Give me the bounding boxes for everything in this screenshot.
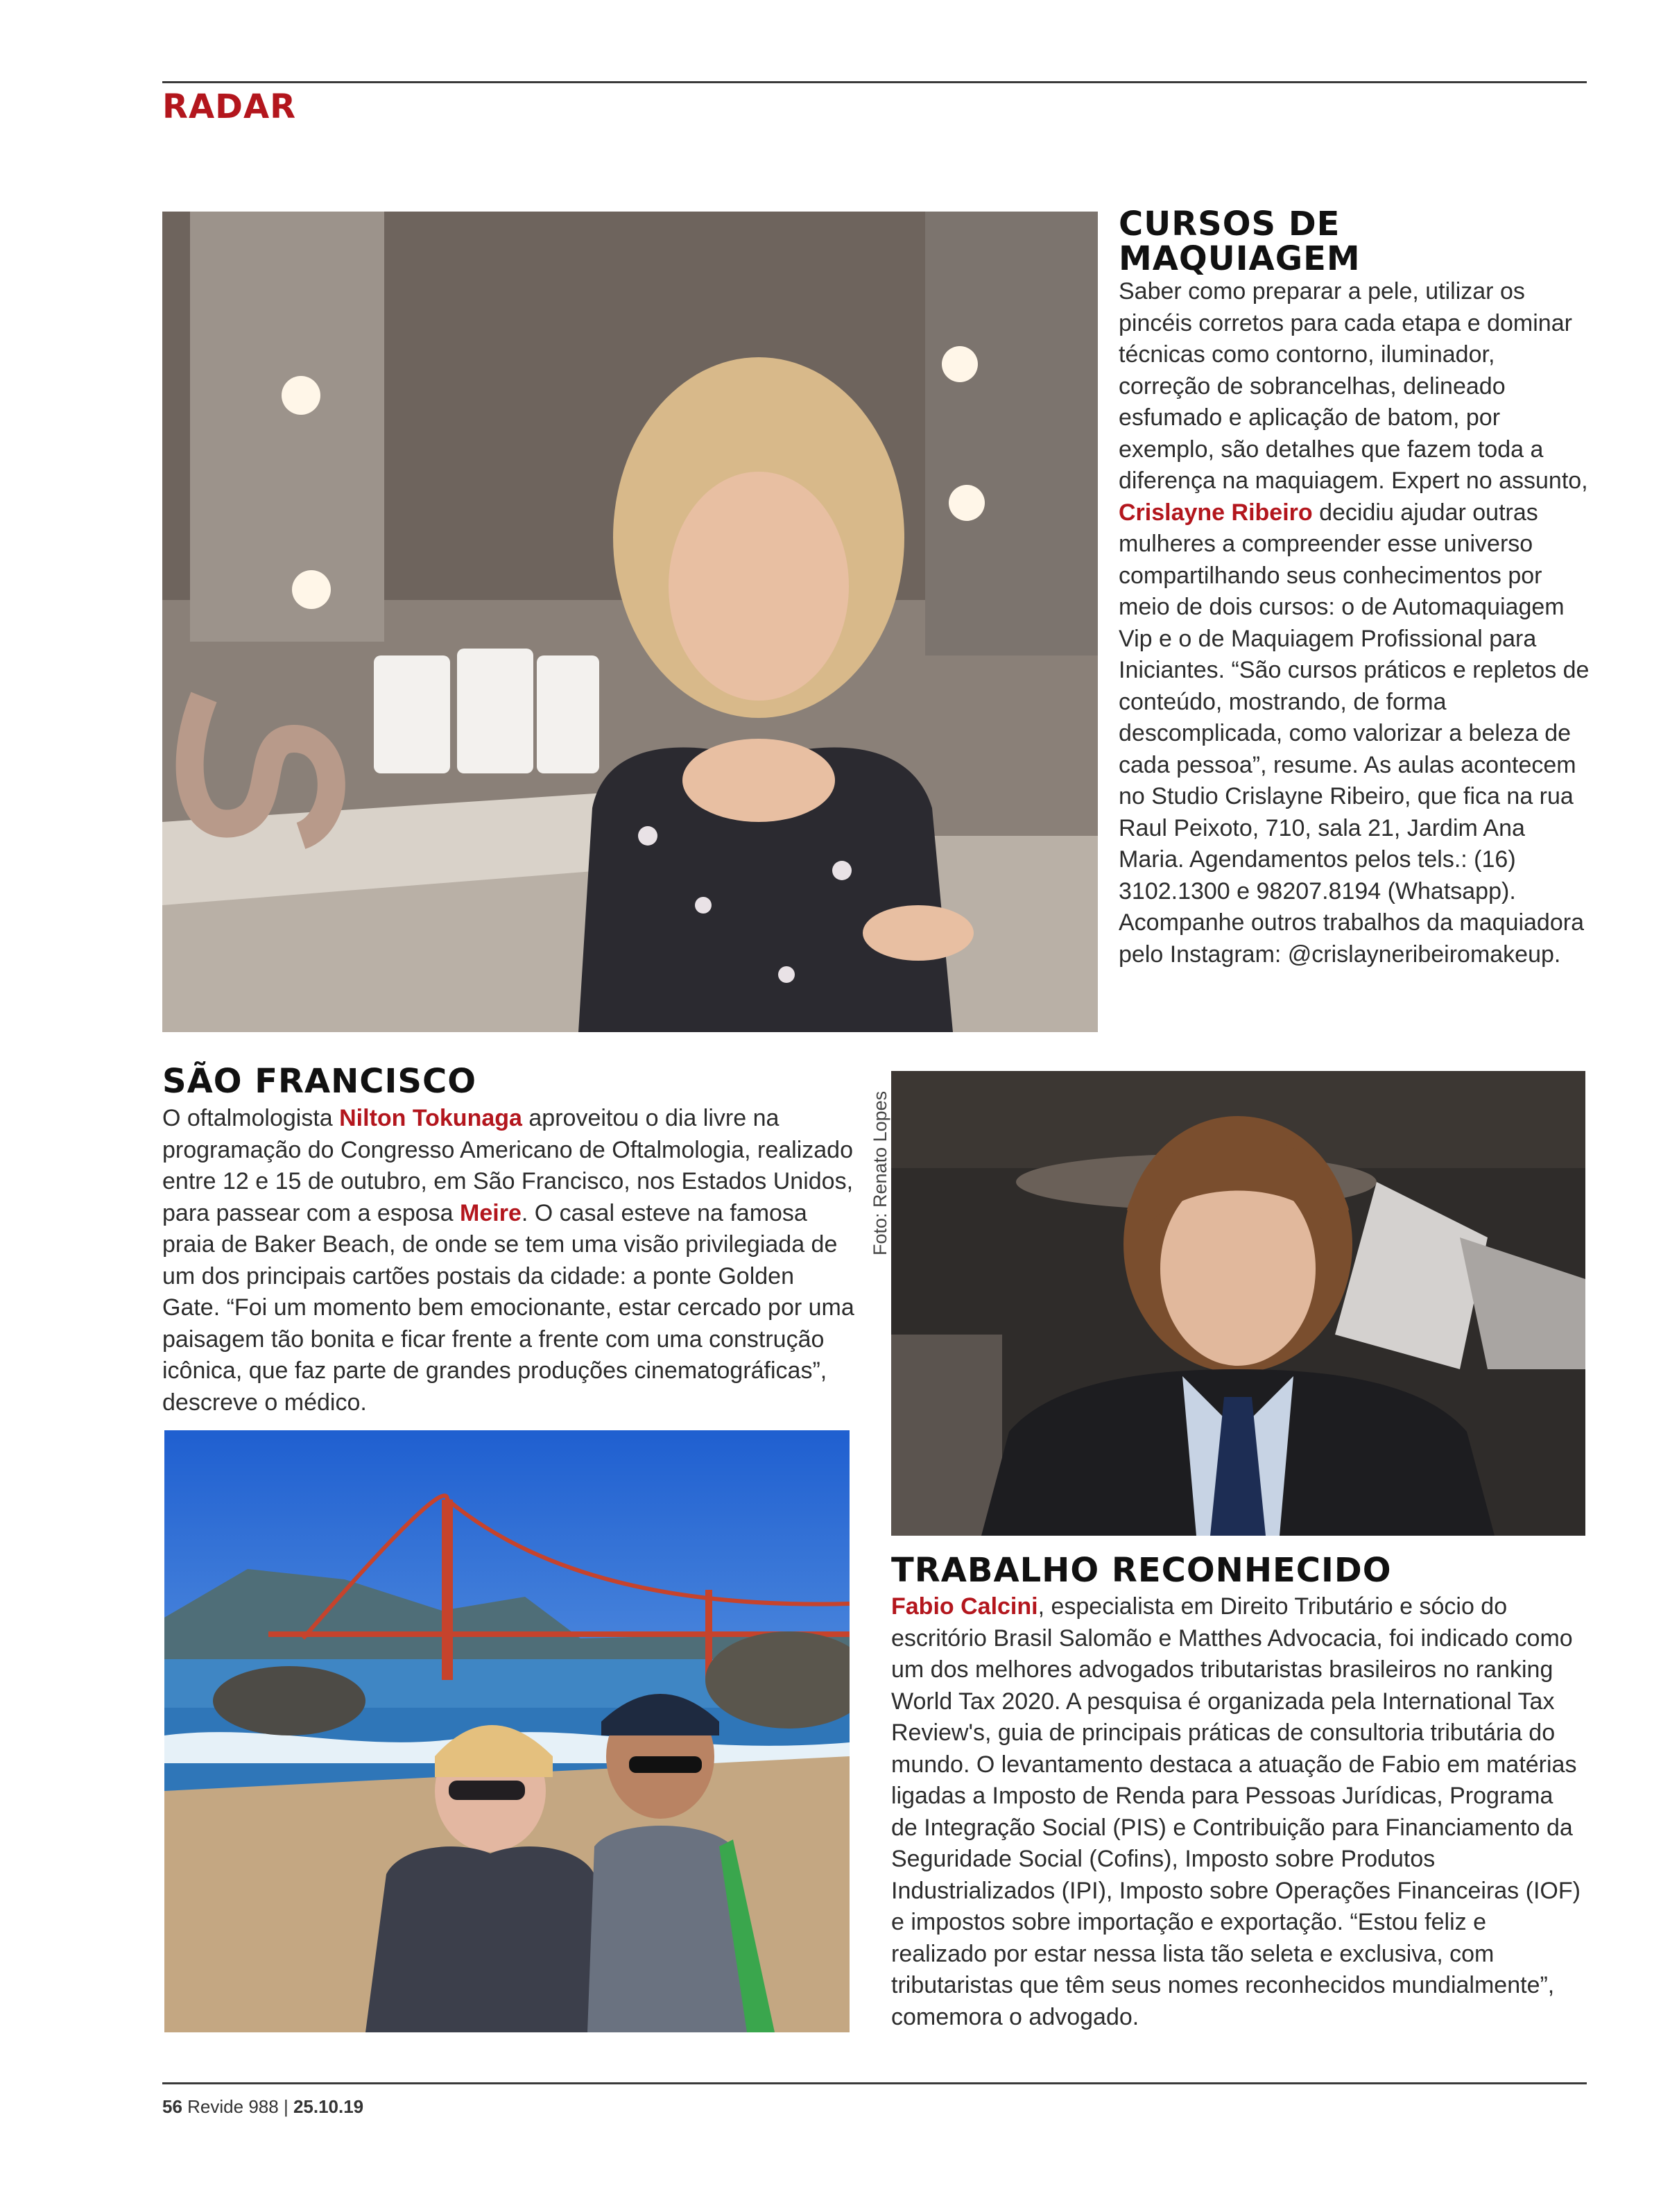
sf-doctor-name: Nilton Tokunaga — [339, 1105, 522, 1131]
sf-wife-name: Meire — [460, 1199, 522, 1226]
work-text-body: , especialista em Direito Tributário e sócio do escritório Brasil Salomão e Matthes Advocacia, foi indicado como um dos melhores advogados tributaristas brasileiros no ranking World Tax 2020. A pesquisa é organizada pela International Tax Review's, guia de principais práticas de consultoria tributária do mundo. O levantamento destaca a atuação de Fabio em matérias ligadas a Imposto de Renda para Pessoas Jurídicas, Programa de Integração Social (PIS) e Contribuição para Financiamento da Seguridade Social (Cofins), Imposto sobre Produtos Industrializados (IPI), Imposto sobre Operações Financeiras (IOF) e impostos sobre importação e exportação. “Estou feliz e realizado por estar nessa lista tão seleta e exclusiva, com tributaristas que têm seus nomes reconhecidos mundialmente”, comemora o advogado. — [891, 1593, 1581, 2030]
bottom-rule — [162, 2082, 1587, 2084]
golden-gate-couple-photo — [164, 1430, 850, 2032]
makeup-headline — [1119, 207, 1590, 276]
photo-credit-text: Foto: Renato Lopes — [870, 1090, 890, 1255]
sf-text-end: . O casal esteve na famosa praia de Baker Beach, de onde se tem uma visão privilegiada de um dos principais cartões postais da cidade: a ponte Golden Gate. “Foi um momento bem emocionante, estar cercado por uma paisagem tão bonita e ficar frente a frente com uma construção icônica, que faz parte de grandes produções cinematográficas”, descreve o médico. — [162, 1199, 854, 1416]
magazine-issue: Revide 988 — [187, 2096, 279, 2117]
page-footer — [162, 2096, 363, 2118]
sf-text-middle: aproveitou o dia livre na programação do Congresso Americano de Oftalmologia, realizado entre 12 e 15 de outubro, em São Francisco, nos Estados Unidos, para passear com a esposa — [162, 1105, 854, 1226]
footer-separator: | — [283, 2096, 289, 2117]
makeup-text-intro: Saber como preparar a pele, utilizar os pincéis corretos para cada etapa e dominar técnicas como contorno, iluminador, correção de sobrancelhas, delineado esfumado e aplicação de batom, por exemplo, são detalhes que fazem toda a diferença na maquiagem. Expert no assunto, — [1119, 278, 1588, 494]
work-headline: TRABALHO RECONHECIDO — [891, 1551, 1392, 1590]
makeup-artist-photo — [162, 212, 1098, 1032]
lawyer-name: Fabio Calcini — [891, 1593, 1038, 1620]
page-number: 56 — [162, 2096, 182, 2117]
makeup-headline-line1: CURSOS DE — [1119, 205, 1341, 243]
makeup-text-rest: decidiu ajudar outras mulheres a compreender esse universo compartilhando seus conhecimentos por meio de dois cursos: o de Automaquiagem Vip e o de Maquiagem Profissional para Iniciantes. “São cursos práticos e repletos de conteúdo, mostrando, de forma descomplicada, como valorizar a beleza de cada pessoa”, resume. As aulas acontecem no Studio Crislayne Ribeiro, que fica na rua Raul Peixoto, 710, sala 21, Jardim Ana Maria. Agendamentos pelos tels.: (16) 3102.1300 e 98207.8194 (Whatsapp). Acompanhe outros trabalhos da maquiadora pelo Instagram: @crislayneribeiromakeup. — [1119, 499, 1590, 968]
makeup-story-text — [1119, 276, 1590, 970]
sf-text-intro: O oftalmologista — [162, 1105, 333, 1131]
work-story-text — [891, 1591, 1585, 2033]
makeup-headline-line2: MAQUIAGEM — [1119, 239, 1361, 278]
makeup-artist-name: Crislayne Ribeiro — [1119, 499, 1313, 526]
section-label: RADAR — [162, 87, 297, 126]
sf-headline: SÃO FRANCISCO — [162, 1062, 476, 1101]
issue-date: 25.10.19 — [293, 2096, 364, 2117]
top-rule — [162, 81, 1587, 83]
lawyer-portrait-photo — [891, 1071, 1585, 1536]
sf-story-text — [162, 1103, 856, 1418]
